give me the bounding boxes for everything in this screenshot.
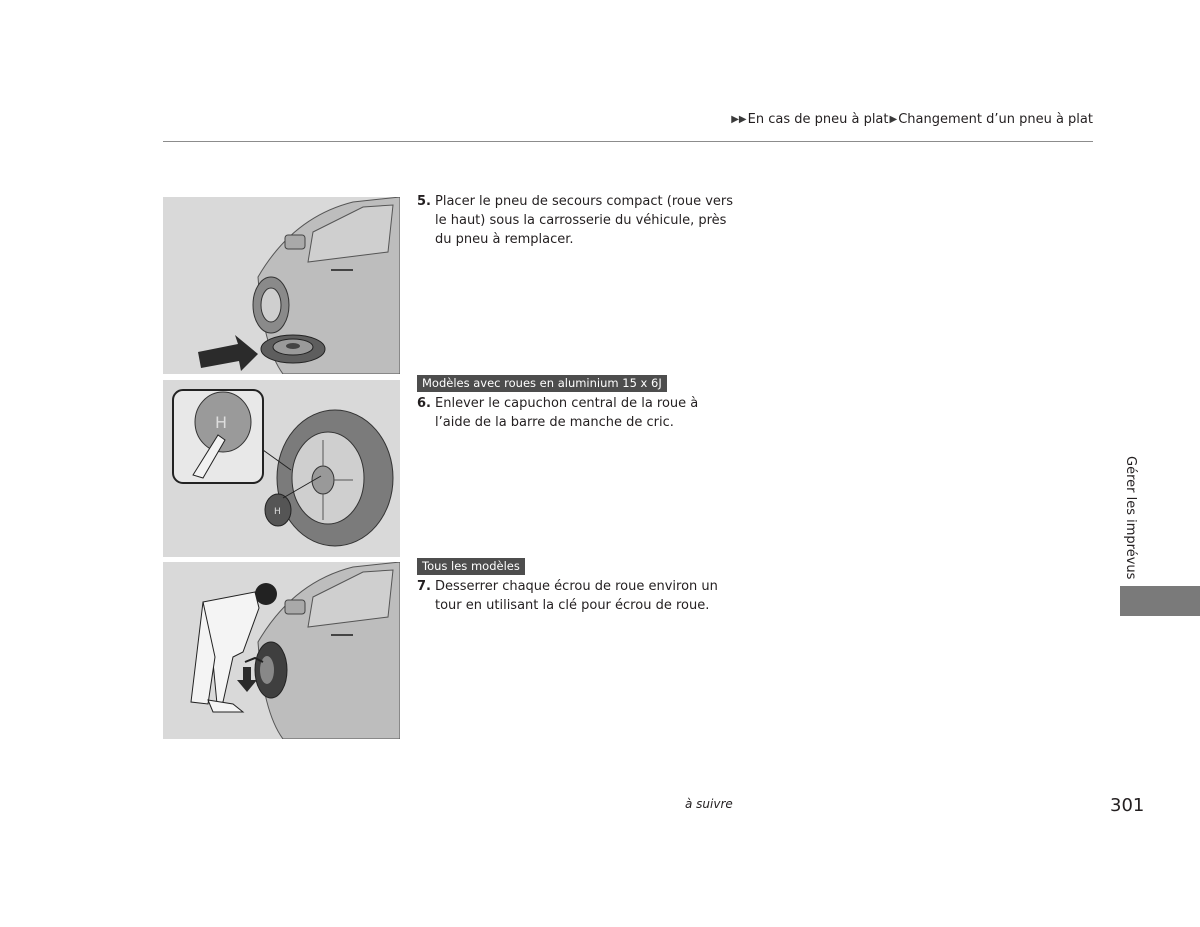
step-7	[417, 577, 737, 615]
svg-text:H: H	[274, 507, 281, 517]
step-text: Desserrer chaque écrou de roue environ un tour en utilisant la clé pour écrou de roue.	[435, 579, 718, 613]
step-number: 6.	[417, 396, 431, 411]
breadcrumb	[730, 112, 1093, 127]
page-number: 301	[1110, 795, 1145, 816]
step-5	[417, 192, 737, 249]
breadcrumb-arrow-icon: ▶▶	[731, 114, 747, 125]
step-text: Placer le pneu de secours compact (roue vers le haut) sous la carrosserie du véhicule, près du pneu à remplacer.	[435, 194, 734, 247]
chapter-side-tab[interactable]	[1120, 586, 1200, 616]
loosen-wheel-nuts-illustration	[163, 562, 400, 739]
breadcrumb-item[interactable]: En cas de pneu à plat	[747, 112, 889, 127]
breadcrumb-arrow-icon: ▶	[889, 114, 898, 125]
svg-text:H: H	[215, 413, 228, 432]
model-tag-all-models: Tous les modèles	[417, 558, 525, 575]
step-number: 7.	[417, 579, 431, 594]
header-divider	[163, 141, 1093, 142]
step-text: Enlever le capuchon central de la roue à l’aide de la barre de manche de cric.	[435, 396, 699, 430]
continued-note: à suivre	[685, 797, 733, 811]
spare-tire-illustration	[163, 197, 400, 374]
step-6	[417, 394, 737, 432]
center-cap-illustration	[163, 380, 400, 557]
model-tag-aluminium: Modèles avec roues en aluminium 15 x 6J	[417, 375, 667, 392]
chapter-side-label[interactable]: Gérer les imprévus	[1123, 456, 1138, 580]
step-number: 5.	[417, 194, 431, 209]
breadcrumb-item[interactable]: Changement d’un pneu à plat	[898, 112, 1093, 127]
